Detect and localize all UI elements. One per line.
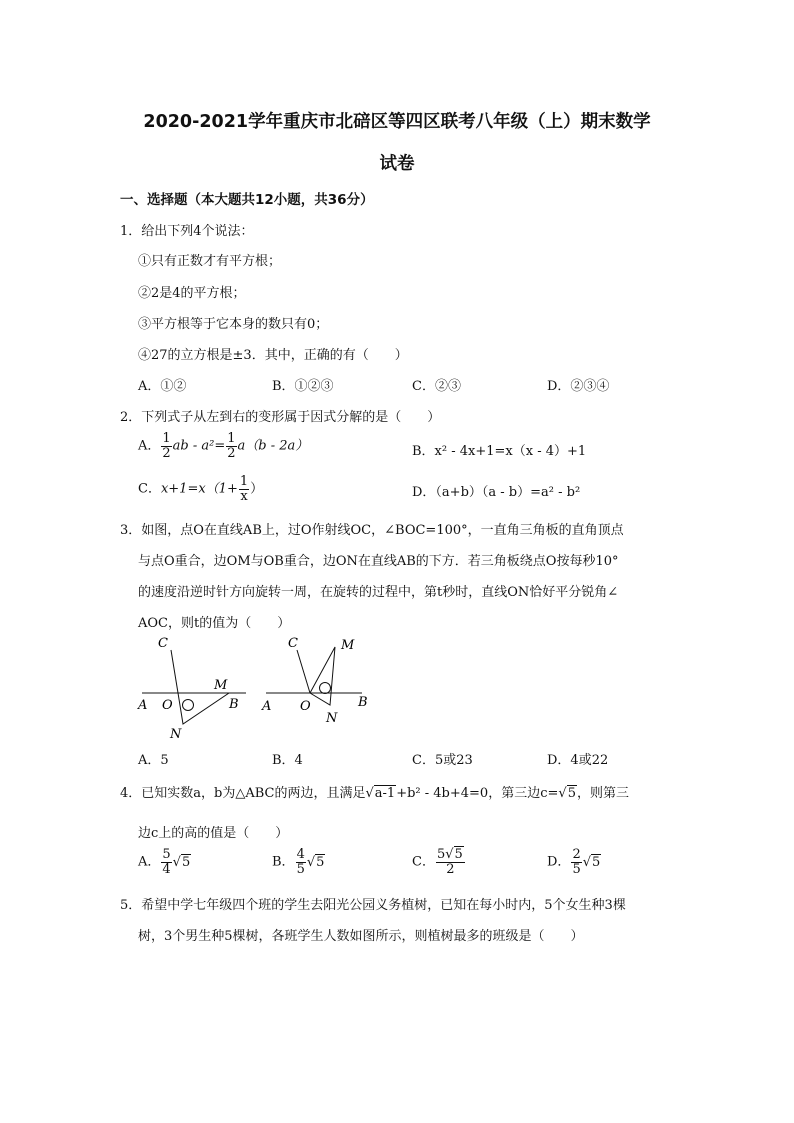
q4-text-3: ，则第三 xyxy=(576,786,629,801)
q3-figure xyxy=(130,630,390,742)
fraction-numerator: 1 xyxy=(162,431,171,446)
radicand: 5 xyxy=(316,854,325,870)
radicand: 5 xyxy=(454,847,463,862)
q2-stem: 2．下列式子从左到右的变形属于因式分解的是（ ） xyxy=(120,410,441,425)
q2-c-expr-2: ） xyxy=(250,481,264,497)
coefficient: 5 xyxy=(436,847,446,862)
q4-line-2: 边c上的高的值是（ ） xyxy=(138,826,289,841)
label-n: N xyxy=(170,727,182,742)
q2-a-label: A． xyxy=(138,438,161,454)
q1-item-2: ②2是4的平方根； xyxy=(138,286,246,301)
fraction-denominator: 5 xyxy=(296,861,305,877)
label-n: N xyxy=(326,711,338,726)
q1-stem: 1．给出下列4个说法： xyxy=(120,224,254,239)
q3-option-c: C．5或23 xyxy=(412,753,473,768)
q1-option-b: B．①②③ xyxy=(272,379,334,394)
fraction-denominator: 2 xyxy=(446,861,455,877)
option-label: A． xyxy=(138,854,161,870)
label-b: B xyxy=(358,695,368,710)
fraction-numerator xyxy=(436,848,465,863)
section-heading: 一、选择题（本大题共12小题，共36分） xyxy=(120,192,374,208)
radicand: a-1 xyxy=(374,786,396,801)
label-m: M xyxy=(214,678,228,693)
label-b: B xyxy=(229,697,239,712)
fraction-numerator: 1 xyxy=(227,431,236,446)
triangle-plate xyxy=(178,693,229,724)
triangle-plate xyxy=(310,647,335,705)
q2-a-expr-1: ab - a²= xyxy=(172,438,226,454)
label-c: C xyxy=(288,636,298,651)
q2-a-fraction-1 xyxy=(161,432,171,460)
q4-c-radical: √5 xyxy=(445,847,463,862)
q5-line-2: 树，3个男生种5棵树，各班学生人数如图所示，则植树最多的班级是（ ） xyxy=(138,929,584,944)
fraction-numerator: 5 xyxy=(162,847,171,862)
option-label: B． xyxy=(272,854,295,870)
q4-line-1 xyxy=(120,782,629,801)
fraction-denominator: x xyxy=(240,488,248,504)
q3-option-d: D．4或22 xyxy=(547,753,609,768)
q5-line-1: 5．希望中学七年级四个班的学生去阳光公园义务植树，已知在每小时内，5个女生种3棵 xyxy=(120,898,626,913)
q3-figure-right xyxy=(261,636,368,726)
q1-option-c: C．②③ xyxy=(412,379,461,394)
q2-c-label: C． xyxy=(138,481,161,497)
q3-option-b: B．4 xyxy=(272,753,303,768)
q1-option-a: A．①② xyxy=(138,379,187,394)
q4-a-radical: √5 xyxy=(172,854,191,870)
q4-option-c xyxy=(412,848,466,876)
label-a: A xyxy=(138,698,148,713)
q4-radical: √a-1 xyxy=(365,786,396,801)
q3-line-3: 的速度沿逆时针方向旋转一周，在旋转的过程中，第t秒时，直线ON恰好平分锐角∠ xyxy=(138,585,619,600)
q4-b-fraction xyxy=(296,848,306,876)
q3-line-2: 与点O重合，边OM与OB重合，边ON在直线AB的下方．若三角板绕点O按每秒10° xyxy=(138,554,619,569)
q4-option-d xyxy=(547,848,601,876)
ray-oc xyxy=(297,650,310,693)
q1-item-3: ③平方根等于它本身的数只有0； xyxy=(138,317,329,332)
q4-d-fraction xyxy=(571,848,581,876)
q4-d-radical: √5 xyxy=(582,854,601,870)
fraction-numerator: 4 xyxy=(296,847,305,862)
q4-c-fraction xyxy=(436,848,465,876)
fraction-denominator: 5 xyxy=(572,861,581,877)
label-o: O xyxy=(162,698,173,713)
label-o: O xyxy=(300,699,311,714)
q3-figure-left xyxy=(137,636,246,742)
fraction-denominator: 4 xyxy=(162,861,171,877)
option-label: C． xyxy=(412,854,435,870)
label-a: A xyxy=(262,699,272,714)
q4-text-1: 4．已知实数a，b为△ABC的两边，且满足 xyxy=(120,786,366,801)
q4-option-b xyxy=(272,848,325,876)
q3-line-4: AOC，则t的值为（ ） xyxy=(138,616,291,631)
q4-text-2: +b² - 4b+4=0，第三边c= xyxy=(396,786,559,801)
q4-a-fraction xyxy=(161,848,171,876)
label-m: M xyxy=(341,638,355,653)
q3-line-1: 3．如图，点O在直线AB上，过O作射线OC，∠BOC=100°，一直角三角板的直角顶点 xyxy=(120,523,624,538)
q2-a-fraction-2 xyxy=(226,432,236,460)
exam-title-line2: 试卷 xyxy=(379,154,415,174)
label-c: C xyxy=(158,636,168,651)
fraction-numerator: 1 xyxy=(239,474,249,489)
fraction-denominator: 2 xyxy=(227,445,236,461)
q1-option-d: D．②③④ xyxy=(547,379,610,394)
radicand: 5 xyxy=(592,854,601,870)
q2-option-b: B．x² - 4x+1=x（x - 4）+1 xyxy=(412,444,587,459)
plate-hole xyxy=(320,683,331,694)
ray-oc xyxy=(171,650,178,693)
q4-option-a xyxy=(138,848,191,876)
q4-radical-5: √5 xyxy=(558,786,576,801)
q2-c-expr-1: x+1=x（1+ xyxy=(160,481,238,497)
q2-option-a xyxy=(138,432,308,460)
q4-b-radical: √5 xyxy=(306,854,325,870)
radicand: 5 xyxy=(181,854,191,870)
q3-option-a: A．5 xyxy=(138,753,169,768)
fraction-denominator: 2 xyxy=(162,445,171,461)
option-label: D． xyxy=(547,854,571,870)
radicand: 5 xyxy=(567,786,576,801)
q1-item-4: ④27的立方根是±3．其中，正确的有（ ） xyxy=(138,348,408,363)
q2-a-expr-2: a（b - 2a） xyxy=(237,438,309,454)
plate-hole xyxy=(183,700,194,711)
q2-option-c xyxy=(138,475,263,503)
q2-option-d: D．（a+b）（a - b）=a² - b² xyxy=(412,485,581,500)
q1-item-1: ①只有正数才有平方根； xyxy=(138,254,282,269)
exam-title-line1: 2020-2021学年重庆市北碚区等四区联考八年级（上）期末数学 xyxy=(143,112,651,132)
fraction-numerator: 2 xyxy=(572,847,581,862)
q2-c-fraction xyxy=(239,475,249,503)
